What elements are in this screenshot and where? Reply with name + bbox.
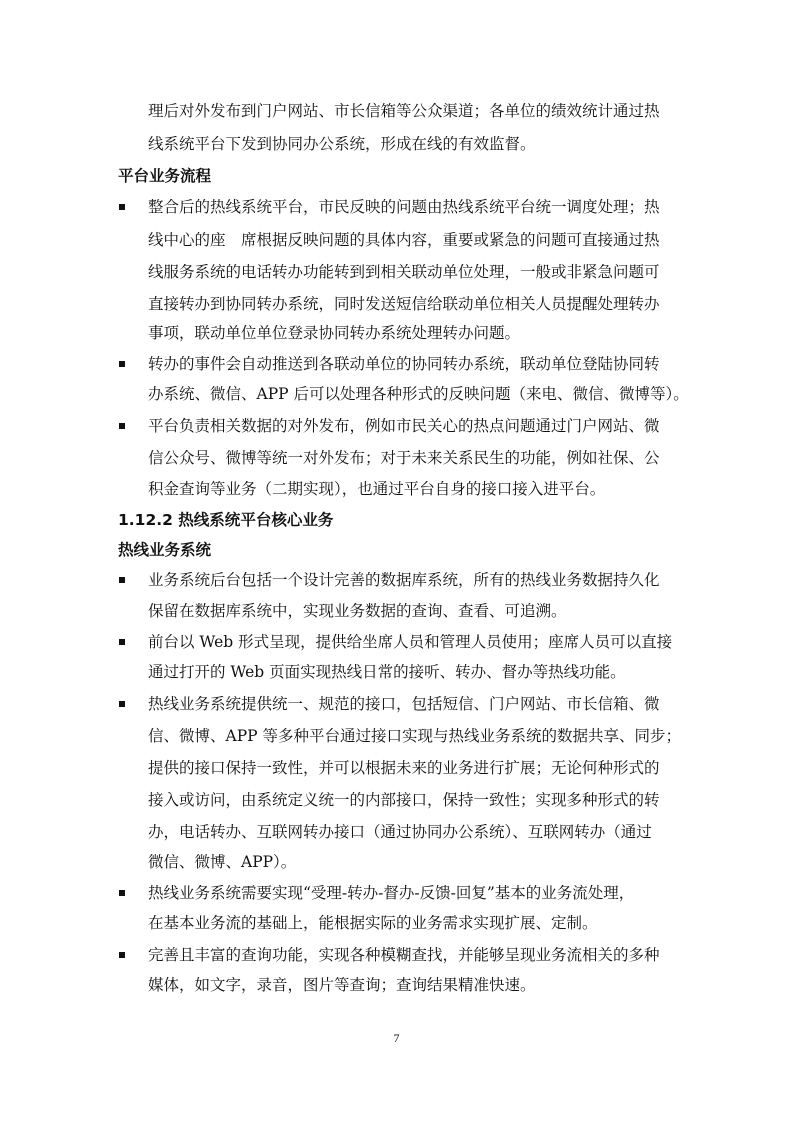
page-number: 7 (393, 1031, 400, 1045)
section-heading-platform-flow: 平台业务流程 (118, 167, 212, 185)
list-item-line: 整合后的热线系统平台，市民反映的问题由热线系统平台统一调度处理；热 (148, 198, 660, 216)
list-item-line: 微信、微博、APP）。 (148, 853, 297, 871)
list-item-line: 线中心的座 席根据反映问题的具体内容，重要或紧急的问题可直接通过热 (148, 231, 660, 249)
square-bullet-icon (119, 952, 125, 958)
list-item-line: 平台负责相关数据的对外发布，例如市民关心的热点问题通过门户网站、微 (148, 417, 660, 435)
list-item-line: 直接转办到协同转办系统，同时发送短信给联动单位相关人员提醒处理转办 (148, 295, 660, 313)
list-item-line: 前台以 Web 形式呈现，提供给坐席人员和管理人员使用；座席人员可以直接 (148, 633, 673, 651)
intro-line: 线系统平台下发到协同办公系统，形成在线的有效监督。 (148, 135, 536, 153)
square-bullet-icon (119, 639, 125, 645)
square-bullet-icon (119, 890, 125, 896)
square-bullet-icon (119, 204, 125, 210)
list-item-line: 办系统、微信、APP 后可以处理各种形式的反映问题（来电、微信、微博等）。 (148, 385, 689, 403)
square-bullet-icon (119, 361, 125, 367)
list-item-line: 信、微博、APP 等多种平台通过接口实现与热线业务系统的数据共享、同步； (148, 727, 681, 745)
list-item-line: 转办的事件会自动推送到各联动单位的协同转办系统，联动单位登陆协同转 (148, 355, 660, 373)
list-item-line: 保留在数据库系统中，实现业务数据的查询、查看、可追溯。 (148, 602, 567, 620)
square-bullet-icon (119, 423, 125, 429)
section-heading-hotline-system: 热线业务系统 (118, 541, 212, 559)
square-bullet-icon (119, 701, 125, 707)
list-item-line: 业务系统后台包括一个设计完善的数据库系统，所有的热线业务数据持久化 (148, 571, 660, 589)
list-item-line: 线服务系统的电话转办功能转到到相关联动单位处理，一般或非紧急问题可 (148, 263, 660, 281)
list-item-line: 事项，联动单位单位登录协同转办系统处理转办问题。 (148, 324, 521, 342)
list-item-line: 在基本业务流的基础上，能根据实际的业务需求实现扩展、定制。 (148, 914, 598, 932)
list-item-line: 办，电话转办、互联网转办接口（通过协同办公系统）、互联网转办（通过 (148, 823, 652, 841)
list-item-line: 热线业务系统需要实现“受理-转办-督办-反馈-回复”基本的业务流处理， (148, 884, 635, 902)
list-item-line: 热线业务系统提供统一、规范的接口，包括短信、门户网站、市长信箱、微 (148, 695, 660, 713)
square-bullet-icon (119, 577, 125, 583)
list-item-line: 提供的接口保持一致性，并可以根据未来的业务进行扩展；无论何种形式的 (148, 759, 660, 777)
section-heading-core-business: 1.12.2 热线系统平台核心业务 (118, 511, 334, 529)
list-item-line: 接入或访问，由系统定义统一的内部接口，保持一致性；实现多种形式的转 (148, 791, 660, 809)
list-item-line: 通过打开的 Web 页面实现热线日常的接听、转办、督办等热线功能。 (148, 663, 626, 681)
intro-line: 理后对外发布到门户网站、市长信箱等公众渠道；各单位的绩效统计通过热 (148, 102, 660, 120)
list-item-line: 信公众号、微博等统一对外发布；对于未来关系民生的功能，例如社保、公 (148, 449, 660, 467)
list-item-line: 媒体，如文字，录音，图片等查询；查询结果精准快速。 (148, 976, 536, 994)
list-item-line: 积金查询等业务（二期实现），也通过平台自身的接口接入进平台。 (148, 480, 606, 498)
list-item-line: 完善且丰富的查询功能，实现各种模糊查找，并能够呈现业务流相关的多种 (148, 946, 660, 964)
